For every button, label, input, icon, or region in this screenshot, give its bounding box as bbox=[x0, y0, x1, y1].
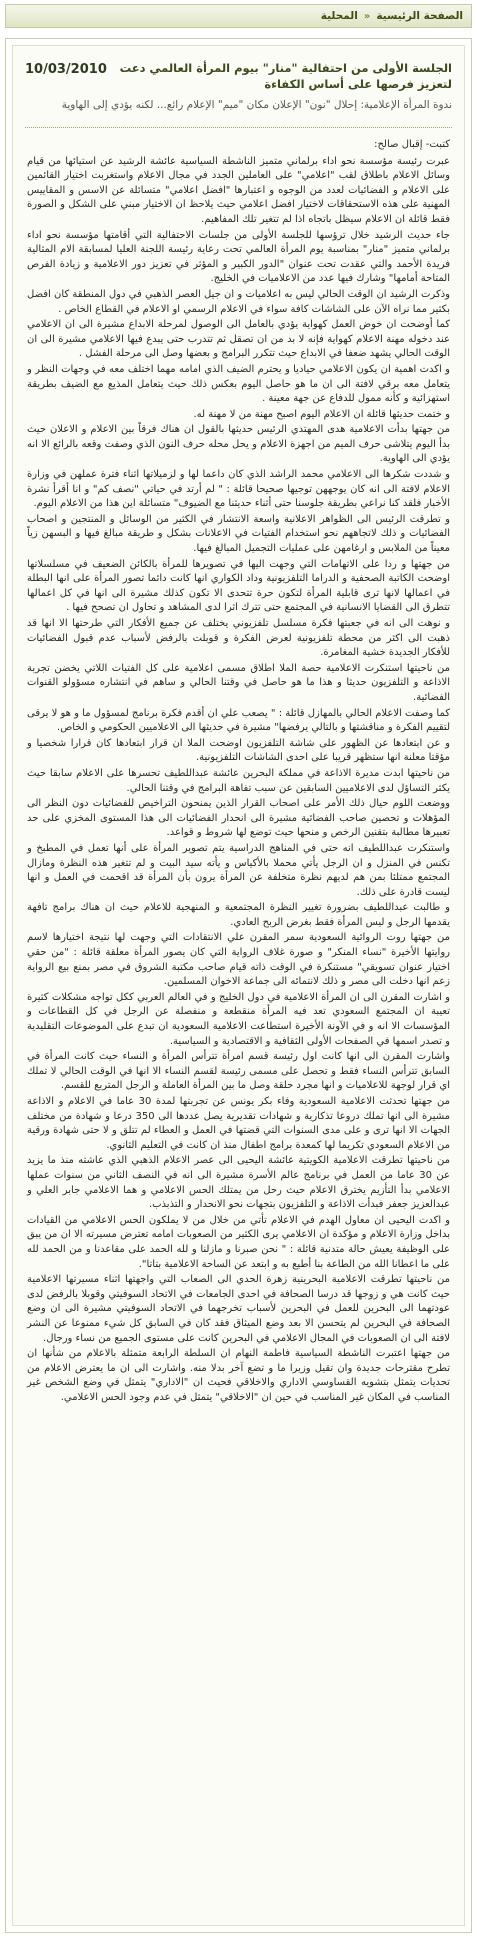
article-subtitle: ندوة المرأة الإعلامية: إحلال "نون" الإعلان مكان "ميم" الإعلام رائع... لكنه يؤدي إلى الهاوية bbox=[61, 99, 452, 111]
article-paragraph: من ناحيتها تطرقت الاعلامية الكويتية عائشة اليحيى الى عصر الاعلام الذهبي الذي عاشته منذ ما يزيد عن 30 عاما من العمل في برنامج عالم الأسرة مشيرة الى انه في النصف الثاني من سنوات عملها الاعلامي بدأ التأزيم يخترق الاعلام حيث رحل من يمتلك الحس الاعلامي و هما الاعلامي جابر العلي و عبدالعزيز جعفر فبدأت الاذاعة و التلفزيون بتجهات نحو الانحدار و التذبذب. bbox=[27, 1155, 450, 1211]
article-title: الجلسة الأولى من احتفالية "منار" بيوم المرأة العالمي دعت لتعزيز فرصها على أساس الكفاءة bbox=[119, 61, 452, 91]
article-paragraph: واستنكرت عبداللطيف انه حتى في المناهج الدراسية يتم تصوير المرأة على أنها تعمل في المطبخ و تكنس في المنزل و ان الرجل يأتي محملا بالأكياس و يأته سيد البيت و لم تتغير هذه النظرة ومازال المجتمع ممتلئا بمن هم لديهم نظرة متخلفة عن المرأة يرون بأن المرأة قد اقحمت في العمل و انها ليست قادرة على ذلك. bbox=[27, 842, 450, 898]
article-paragraph: من جهتها بدأت الاعلامية هدى المهتدي الرئيس حديثها بالقول ان هناك فرقاً بين الاعلام و الاعلان حيث بدأ اليوم يتلاشى حرف الميم من اجهزة الاعلام و يحل محله حرف النون الذي وصفت وقعه بالرائع الا انه يؤدي الى الهاوية. bbox=[27, 424, 450, 465]
article-paragraph: و عن ابتعادها عن الظهور على شاشة التلفزيون اوضحت الملا ان قرار ابتعادها كان قرارا شخصيا و مؤقتا معلنة انها ستظهر قريبا على احدى الشاشات التلفزيونية. bbox=[27, 737, 450, 764]
article-paragraph: من جهتها اعتبرت الناشطة السياسية فاطمة النهام ان السلطة الرابعة متمثلة بالاعلام من شأنها ان تطرح مقترحات جديدة وان تقيل وزيرا ما و تضع آخر بدلا منه. واشارت الى ان ما يعترض الاعلام من تحديات يتمثل بتشويه القساوسي الاداري والاخلاقي فحيث ان "الاداري" يتمثل في وضع الشخص غير المناسب في المكان غير المناسب في حين ان "الاخلاقي" يتمثل في عدم وجود الحس الاعلامي. bbox=[27, 1348, 450, 1403]
article-paragraph: من جهتها روت الروائية السعودية سمر المقرن علي الانتقادات التي وجهت لها نتيجة اختيارها لاسم روايتها الأخيرة "نساء المنكر" و صورة غلاف الرواية التي كان يصور المرأة معلقة قائلة : "من حقي اختيار عنوان تسويقي" مستنكرة في الوقت ذاته قيام صاحب مكتبة الشروق في مصر بمنع بيع الرواية زعم انها دخلت الى مصر و ذلك لانتمائه الى جماعة الاخوان المسلمين. bbox=[27, 932, 450, 988]
article-paragraph: عبرت رئيسة مؤسسة نحو اداء برلماني متميز الناشطة السياسية عائشة الرشيد عن استيائها من قيام وسائل الاعلام باطلاق لقب "اعلامي" على العاملين الجدد في مجال الاعلام واستغربت اختيار القائمين على الاعلام و الفضائيات لعدد من الوجوه و اعتبارها "افضل اعلامي" متسائلة عن الاسس و المقاييس المهنية على هذه الاستحقاقات لاختيار افضل اعلامي حيث يلاحظ ان الاختيار مبني على الشكل و الصورة فقط قائلة ان الاعلام سيظل باتجاه اذا لم تتغير تلك المفاهيم. bbox=[27, 155, 450, 225]
breadcrumb-separator: « bbox=[363, 10, 371, 22]
article-paragraph: و شددت شكرها الى الاعلامي محمد الراشد الذي كان داعما لها و لزميلاتها اثناء فترة عملهن في وزارة الاعلام لافتة الى انه كان يوجههن توجيها صحيحا قائلة : " لم أرتد في حياتي "نصف كم" و انا أقرأ نشرة الأخبار فلقد كنا نراعي بطريقة جلوسنا حتى أثناء حديثنا مع الضيوف" متسائلة اين هذا من الاعلام اليوم. bbox=[27, 469, 450, 510]
article-frame bbox=[5, 38, 472, 1933]
article-date: 10/03/2010 bbox=[25, 62, 107, 77]
article-paragraph: كما وصفت الاعلام الحالي بالمهازل قائلة : " يصعب علي ان أقدم فكرة برنامج لمسؤول ما و هو لا يرقى لتقييم الفكرة و مناقشتها و بالتالي يرفضها" مشيرة في حديثها الى الاعلاميين الحكومي و الخاص. bbox=[27, 707, 450, 734]
article-paragraph: و ختمت حديثها قائلة ان الاعلام اليوم اصبح مهنة من لا مهنة له. bbox=[193, 408, 450, 420]
article-container bbox=[12, 45, 465, 1926]
article-paragraph: و اكدت اهمية ان يكون الاعلامي حياديا و يحترم الضيف الذي امامه مهما اختلف معه في وجهات النظر و يتعامل معه برقي لافتة الى ان ما هو حاصل اليوم بعكس ذلك حيث يتعامل المذيع مع الضيف بطريقة استهزائية و كأنه ممول للدفاع عن جهة معينة . bbox=[27, 363, 450, 405]
article-paragraph: جاء حديث الرشيد خلال ترؤسها للجلسة الأولى من جلسات الاحتفالية التي أقامتها مؤسسة نحو اداء برلماني متميز "منار" بمناسبة يوم المرأة العالمي تحت رعاية رئيسة اللجنة العليا لمسابقة الام المثالية فريدة الأحمد والتي عقدت تحت عنوان "الدور الكبير و المؤثر في تعزيز دور الاعلامية و زيادة الفرص المتاحة أمامها" وشارك فيها عدد من الاعلاميات في الخليج. bbox=[27, 229, 450, 285]
breadcrumb-section-link[interactable]: المحلية bbox=[320, 10, 358, 22]
article-header bbox=[13, 46, 464, 117]
breadcrumb bbox=[5, 4, 472, 28]
article-paragraph: من جهتها تحدثت الاعلامية السعودية وفاء بكر يونس عن تجربتها لمدة 30 عاما في الاعلام و الاذاعة مشيرة الى انها تملك دروعا تذكارية و شهادات تقديرية يصل عددها الى 350 درعا و شهادة من مختلف الجهات الا انها ترى و على مدى السنوات التي قضتها في العمل و العطاء لم تتلق و لا حتى شهادة ورقية من الاعلام السعودي تكريما لها كمعدة برامج اطفال منذ ان كانت في التعليم الثانوي. bbox=[27, 1096, 450, 1151]
article-paragraph: ووضعت اللوم حيال ذلك الأمر على اصحاب القرار الذين يمنحون التراخيص للفضائيات دون النظر الى المؤهلات و تحصين صاحب الفضائية مشيرة الى انحدار الفضائيات الى هذا المستوى المخزي على حد تعبيرها مطالبة بتقنين الرخص و منحها حيث توضع لها شروط و قواعد. bbox=[27, 798, 450, 839]
article-paragraph: و نوهت الى انه في جعبتها فكرة مسلسل تلفزيوني يختلف عن جميع الأفكار التي طرحتها الا انها قد ذهبت الى اكثر من محطة تلفزيونية لعرض الفكرة و قوبلت بالرفض لأسباب عدم قبول الفضائيات للأفكار الجديدة خشية المغامرة. bbox=[27, 618, 450, 659]
article-paragraph: و اكدت اليحيى ان معاول الهدم في الاعلام تأتي من خلال من لا يملكون الحس الاعلامي من القيادات بداخل وزارة الاعلام و مؤكدة ان الاعلامي يرى الكثير من الصعوبات امامه تعترض مسيرته الا ان من يبق على الوظيفة يعيش حالة متدنية قائلة : " نحن صبرنا و مازلنا و لله الحمد على مقاعدنا و من الحمد لله على ما اعطانا الله من الطاعة بنا أطيع به و ابتعد عن الساحة الاعلامية بتاتا". bbox=[27, 1214, 450, 1270]
article-body bbox=[13, 134, 464, 1405]
article-author: كتبت- إقبال صالح: bbox=[374, 139, 450, 150]
article-paragraph: و تطرقت الرئيس الى الظواهر الاعلانية واسعة الانتشار في الكثير من الوسائل و المنتجين و اصحاب الفضائيات و ذلك لاتجاههم نحو استخدام الفتيات في الاعلانات بشكل و طريقة مبالغ فيها و البسهن زياً معيناً من الملابس و ارغامهن على عمليات التجميل المبالغ فيها. bbox=[27, 513, 450, 555]
article-paragraph: واشارت المقرن الى انها كانت اول رئيسة قسم امرأة تترأس المرأة و النساء حيث كانت المرأة في السابق تترأس النساء فقط و تحصل على مسمى رئيسة لقسم النساء الا انها في الوقت الحالي لا تملك اي قرار لوجهة للاعلاميات و انها مجرد حلقة وصل ما بين المرأة العاملة و الرجل المتربع للقسم. bbox=[27, 1051, 450, 1092]
page bbox=[0, 4, 477, 1939]
breadcrumb-home-link[interactable]: الصفحة الرئيسية bbox=[376, 10, 463, 22]
article-paragraph: كما أوضحت ان خوض العمل كهواية يؤدي بالعامل الى الوصول لمرحلة الابداع مشيرة الى ان الاعلامي عند دخوله مهنة الاعلام كهواية فإنه لا بد من ان تصقل ثم تتدرب حتى يبدع فيها الاعلامي مشيرة الى ان الوقت الحالي يشهد ضعفا في الابداع حيث تتكرر البرامج و بعضها وصل الى مرحلة الفشل . bbox=[27, 319, 450, 360]
article-paragraph: و طالبت عبداللطيف بضرورة تغيير النظرة المجتمعية و المنهجية للاعلام حيث ان هناك برامج تافهة يقدمها الرجل و ليس المرأة فقط بغرض الربح العادي. bbox=[27, 902, 450, 928]
header-divider bbox=[25, 127, 452, 128]
article-paragraph: من ناحيتها استنكرت الاعلامية حصة الملا اطلاق مسمى اعلامية على كل الفتيات اللاتي يخضن تجربة الاذاعة و التلفزيون حديثا و هذا ما هو حاصل في وقتنا الحالي و ساهم في انتشاره مسؤولو القنوات الفضائية. bbox=[27, 662, 450, 703]
article-paragraph: من جهتها و ردا على الاتهامات التي وجهت اليها في تصويرها للمرأة بالكائن الضعيف في مسلسلاتها اوضحت الكاتبة الصحفية و الدراما التلفزيونية وداد الكواري انها كانت دائما تصور المرأة على انها البطلة في اعمالها لانها ترى قابلية المرأة لتكون حرة تتحدى الا تكون كذلك مشيرة الى انها في كل اعمالها تتطرق الى القضايا الانسانية في المجتمع حتى تترك اثرا لدى المشاهد و تحاول ان تصحح فيها . bbox=[27, 558, 450, 614]
article-paragraph: من ناحيتها ابدت مديرة الاذاعة في مملكة البحرين عائشة عبداللطيف تحسرها على الاعلام سابقا حيث يكثر التساؤل لدى الاعلاميين السابقين عن سبب تفاهة البرامج في وقتنا الحالي. bbox=[27, 767, 450, 794]
article-paragraph: من ناحيتها تطرقت الاعلامية البحرينية زهرة الحدي الى الصعاب التي واجهتها اثناء مسيرتها الاعلامية حيث كانت هي و زوجها قد درسا الصحافة في احدى الجامعات في الاتحاد السوفيتي وقوبلا بالرفض لدى عودتهما الى البحرين للعمل في البحرين لأسباب تخرجهما في الاتحاد السوفيتي مشيرة الى ان وضع الصحافة في البحرين لم يتحسن الا بعد وضع الميثاق فقد كان في السابق كل شيء ممنوعا عن النشر لافتة الى ان الصعوبات في المجال الاعلامي في البحرين كانت على مستوى الجميع من نساء ورجال. bbox=[27, 1274, 450, 1344]
article-paragraph: و اشارت المقرن الى ان المرأة الاعلامية في دول الخليج و في العالم العربي ككل تواجه مشكلات كثيرة تعيبة ان المجتمع السعودي تعد فيه المرأة منقطعة و منفصلة عن الرجل في كل القطاعات و المؤسسات الا انه و في الآونة الأخيرة استطاعت الاعلامية السعودية ان تبدع على الموضوعات التقليدية و تصدر اسمها في الصفحات الأولى الثقافية و الاقتصادية و السياسية. bbox=[27, 991, 450, 1047]
article-paragraph: وذكرت الرشيد ان الوقت الحالي ليس به اعلاميات و ان جيل العصر الذهبي في دول المنطقة كان افضل بكثير مما نراه الآن على الشاشات كافة سواء في الاعلام الرسمي او الاعلام في القطاع الخاص . bbox=[27, 288, 450, 315]
